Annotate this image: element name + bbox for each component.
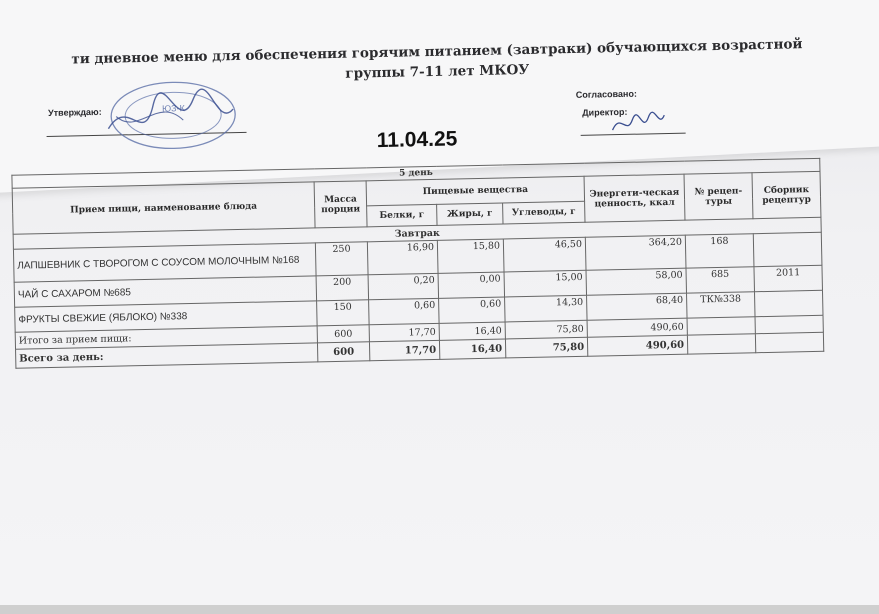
subtotal-carbs: 75,80 [505,320,587,339]
total-energy: 490,60 [587,335,687,356]
dish-collection [754,290,823,316]
dish-recipe: 685 [686,267,755,293]
subtotal-label: Итого за прием пищи: [15,326,317,349]
dish-mass: 150 [317,300,370,326]
total-proteins: 17,70 [369,340,439,360]
dish-carbs: 14,30 [505,295,588,322]
menu-table [11,158,824,369]
dish-fats: 0,60 [439,297,506,323]
dish-proteins: 0,20 [368,273,439,299]
subtotal-empty-recipe [687,317,755,335]
subtotal-proteins: 17,70 [369,323,439,341]
dish-carbs: 46,50 [503,237,586,272]
total-label: Всего за день: [16,343,318,368]
dish-name: ЛАПШЕВНИК С ТВОРОГОМ С СОУСОМ МОЛОЧНЫМ №168 [13,243,316,282]
approve-label: Утверждаю: [47,106,102,118]
document-title: ти дневное меню для обеспечения горячим питанием (завтраки) обучающихся возрастной группы 7-11 лет МКОУ [71,36,803,82]
dish-energy: 68,40 [587,293,688,320]
subtotal-energy: 490,60 [587,318,687,337]
header-carbs: Углеводы, г [503,201,585,224]
subtotal-fats: 16,40 [439,322,505,340]
dish-proteins: 16,90 [367,240,438,274]
header-recipe-no: № рецеп-туры [684,173,753,220]
director-label: Директор: [582,106,628,118]
subtotal-mass: 600 [317,325,369,343]
menu-date: 11.04.25 [376,127,458,153]
director-signature [608,107,669,140]
total-empty-collection [755,332,823,352]
total-fats: 16,40 [439,339,505,359]
dish-energy: 58,00 [586,268,687,295]
dish-collection [753,232,822,266]
school-stamp [97,74,249,157]
meal-label: Завтрак [13,217,821,249]
total-empty-recipe [687,334,755,354]
day-label: 5 день [12,158,820,188]
header-proteins: Белки, г [367,204,437,226]
stamp-text: ЮЗ-К [161,103,185,114]
header-energy: Энергети-ческая ценность, ккал [584,174,685,222]
dish-fats: 0,00 [438,272,505,298]
total-mass: 600 [317,342,369,362]
header-nutrients: Пищевые вещества [366,176,584,206]
header-fats: Жиры, г [437,203,503,225]
dish-proteins: 0,60 [369,298,440,324]
dish-carbs: 15,00 [504,270,587,297]
header-dish: Прием пищи, наименование блюда [12,182,315,234]
dish-collection: 2011 [754,265,823,291]
dish-fats: 15,80 [437,239,504,273]
subtotal-empty-collection [755,315,823,333]
dish-recipe: 168 [685,234,754,268]
dish-mass: 250 [315,242,368,276]
header-mass: Масса порции [314,181,367,228]
total-carbs: 75,80 [505,337,587,358]
dish-recipe: ТК№338 [687,292,756,318]
dish-name: ФРУКТЫ СВЕЖИЕ (ЯБЛОКО) №338 [15,301,317,332]
dish-mass: 200 [316,275,369,301]
agree-label: Согласовано: [575,88,638,100]
header-collection: Сборник рецептур [752,171,821,218]
dish-name: ЧАЙ С САХАРОМ №685 [14,276,316,307]
dish-energy: 364,20 [585,235,686,270]
